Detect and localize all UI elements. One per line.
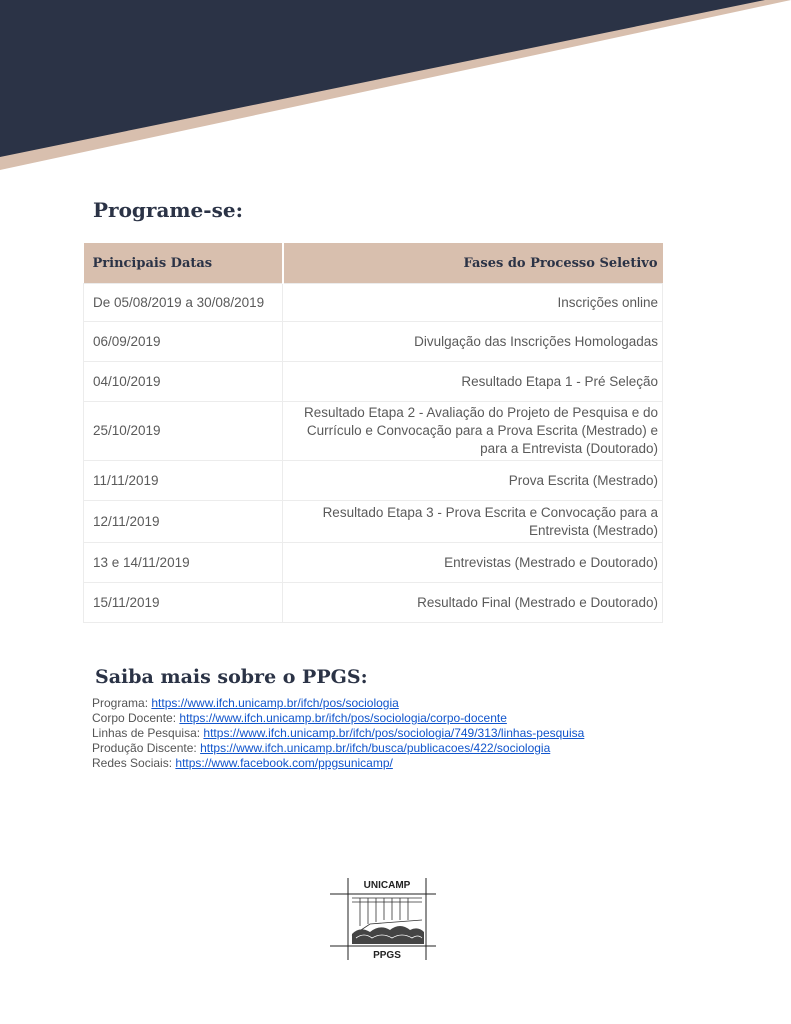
phase-cell: Inscrições online	[283, 284, 663, 322]
table-row	[84, 543, 663, 583]
phase-cell: Divulgação das Inscrições Homologadas	[283, 322, 663, 362]
link-label: Linhas de Pesquisa:	[92, 726, 201, 740]
producao-discente-link[interactable]: https://www.ifch.unicamp.br/ifch/busca/publicacoes/422/sociologia	[200, 741, 551, 755]
phase-cell: Prova Escrita (Mestrado)	[283, 461, 663, 501]
table-row	[84, 402, 663, 461]
link-label: Programa:	[92, 696, 149, 710]
links-list	[92, 696, 584, 771]
link-line-linhas-pesquisa	[92, 726, 584, 741]
link-label: Corpo Docente:	[92, 711, 177, 725]
phase-cell: Resultado Etapa 1 - Pré Seleção	[283, 362, 663, 402]
table-row	[84, 461, 663, 501]
column-header-dates: Principais Datas	[84, 243, 283, 284]
date-cell: 25/10/2019	[84, 402, 283, 461]
logo-bottom-text: PPGS	[373, 950, 401, 961]
phase-cell: Resultado Etapa 2 - Avaliação do Projeto de Pesquisa e do Currículo e Convocação para a Prova Escrita (Mestrado) e para a Entrevista (Doutorado)	[283, 402, 663, 461]
date-cell: 06/09/2019	[84, 322, 283, 362]
dates-table	[83, 243, 663, 623]
programa-link[interactable]: https://www.ifch.unicamp.br/ifch/pos/sociologia	[151, 696, 399, 710]
corpo-docente-link[interactable]: https://www.ifch.unicamp.br/ifch/pos/sociologia/corpo-docente	[179, 711, 507, 725]
date-cell: 12/11/2019	[84, 501, 283, 543]
date-cell: 11/11/2019	[84, 461, 283, 501]
link-line-programa	[92, 696, 584, 711]
header-banner	[0, 0, 791, 180]
table-row	[84, 362, 663, 402]
date-cell: 04/10/2019	[84, 362, 283, 402]
link-line-corpo-docente	[92, 711, 584, 726]
programe-title: Programe-se:	[93, 198, 243, 222]
table-row	[84, 322, 663, 362]
table-row	[84, 501, 663, 543]
date-cell: 13 e 14/11/2019	[84, 543, 283, 583]
link-label: Produção Discente:	[92, 741, 197, 755]
phase-cell: Resultado Final (Mestrado e Doutorado)	[283, 583, 663, 623]
date-cell: 15/11/2019	[84, 583, 283, 623]
phase-cell: Entrevistas (Mestrado e Doutorado)	[283, 543, 663, 583]
table-row	[84, 583, 663, 623]
redes-sociais-link[interactable]: https://www.facebook.com/ppgsunicamp/	[175, 756, 393, 770]
saiba-title: Saiba mais sobre o PPGS:	[95, 666, 368, 688]
link-label: Redes Sociais:	[92, 756, 173, 770]
linhas-pesquisa-link[interactable]: https://www.ifch.unicamp.br/ifch/pos/sociologia/749/313/linhas-pesquisa	[203, 726, 585, 740]
date-cell: De 05/08/2019 a 30/08/2019	[84, 284, 283, 322]
table-row	[84, 284, 663, 322]
unicamp-ppgs-logo	[330, 876, 436, 962]
phase-cell: Resultado Etapa 3 - Prova Escrita e Convocação para a Entrevista (Mestrado)	[283, 501, 663, 543]
column-header-phases: Fases do Processo Seletivo	[283, 243, 663, 284]
link-line-redes-sociais	[92, 756, 584, 771]
link-line-producao-discente	[92, 741, 584, 756]
table-header-row	[84, 243, 663, 284]
logo-top-text: UNICAMP	[363, 880, 411, 891]
